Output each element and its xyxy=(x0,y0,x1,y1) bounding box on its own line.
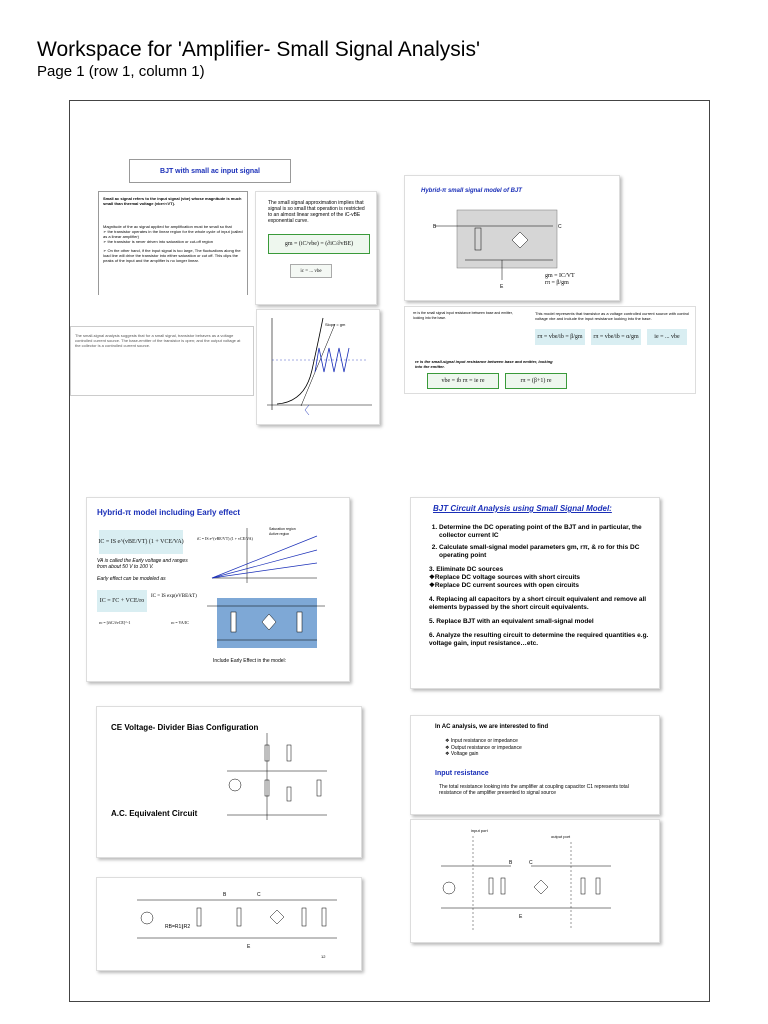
steps-list xyxy=(423,524,653,560)
early-line-3 xyxy=(212,563,317,578)
slide1-box1-text: Small ac signal refers to the input signal (vbe) whose magnitude is much small than thermal voltage (vbe<<VT). xyxy=(103,196,242,206)
slide1-eq-ic: ic = ... vbe xyxy=(290,264,332,278)
slide6-eq-graph: iC = IS e^(vBE/VT) (1 + vCE/VA) xyxy=(197,536,253,541)
slide5-eq-e: rπ = (β+1) re xyxy=(505,373,567,389)
port-node-b: B xyxy=(509,860,513,866)
slide1-para2: ➢ On the other hand, if the input signal is too large, The fluctuations along the load line will drive the transistor into either saturation or cut off. This clips the peaks of the input and the amplifier is no longer linear. xyxy=(103,248,241,263)
ce-re xyxy=(287,787,291,801)
slide4-title: Hybrid-π small signal model of BJT xyxy=(421,188,522,194)
step-3: 3. Eliminate DC sources xyxy=(429,566,504,573)
page-subtitle: Page 1 (row 1, column 1) xyxy=(37,63,205,80)
equiv-rpi xyxy=(237,908,241,926)
slide5-eq-a: rπ = vbe/ib = β/gm xyxy=(535,329,585,345)
early-r-pi xyxy=(231,612,236,632)
step-6: 6. Analyze the resulting circuit to determine the required quantities e.g. voltage gain, input resistance…etc. xyxy=(429,632,649,647)
slide9-bullet-1: ❖ Input resistance or impedance xyxy=(445,738,518,744)
slide-ce-voltage-divider[interactable] xyxy=(96,706,362,858)
equiv-source xyxy=(141,912,153,924)
slide5-eq-c: ie = ... vbe xyxy=(647,329,687,345)
page-title: Workspace for 'Amplifier- Small Signal Analysis' xyxy=(37,38,480,61)
slide1-bullet-1: ➢ the transistor operates in the linear region for the whole cycle of input (called as a linear amplifier) xyxy=(103,229,243,239)
early-effect-graph xyxy=(207,518,327,588)
port-r1 xyxy=(489,878,493,894)
graph-label-active: Active region xyxy=(269,532,290,536)
slide8-subtitle: A.C. Equivalent Circuit xyxy=(111,809,198,818)
equiv-dep-source xyxy=(270,910,284,924)
early-line-1 xyxy=(212,536,317,578)
slide1-para1: Magnitude of the ac signal applied for amplification must be small so that xyxy=(103,224,232,229)
slide1-box2-text: The small signal approximation implies that signal is so small that operation is restricted to an almost linear segment of the iC-vBE exponential curve. xyxy=(268,200,365,224)
slide9-intro: In AC analysis, we are interested to find xyxy=(435,724,549,730)
slide9-text: The total resistance looking into the amplifier at coupling capacitor C1 represents total resistance of the amplifier presented to signal source xyxy=(439,784,629,796)
slide6-early-text: Early effect can be modeled as xyxy=(97,576,166,582)
slide6-eq-ro3: ro = VA/IC xyxy=(171,620,189,625)
slide-ic-vbe-graph[interactable] xyxy=(256,309,380,425)
equiv-rl xyxy=(322,908,326,926)
step-1: 1. Determine the DC operating point of the BJT and in particular, the collector current IC xyxy=(439,524,653,540)
node-b: B xyxy=(433,224,437,230)
slide7-title: BJT Circuit Analysis using Small Signal Model: xyxy=(433,504,612,513)
equiv-rc xyxy=(302,908,306,926)
slide-small-signal-approx[interactable] xyxy=(255,191,377,305)
slide5-left-text: rπ is the small signal input resistance between base and emitter, looking into the base. xyxy=(413,311,513,320)
port-node-e: E xyxy=(519,914,523,920)
step-3-sub-2: ❖Replace DC current sources with open circuits xyxy=(429,582,579,589)
equiv-node-c: C xyxy=(257,892,261,898)
slide1-box1 xyxy=(98,191,248,295)
equiv-rb xyxy=(197,908,201,926)
port-circuit xyxy=(411,820,659,942)
slide-rpi-re[interactable] xyxy=(404,306,696,394)
slide-small-signal-equiv[interactable] xyxy=(96,877,362,971)
ce-circuit xyxy=(217,725,357,825)
slide8-title: CE Voltage- Divider Bias Configuration xyxy=(111,723,259,732)
port-node-c: C xyxy=(529,860,533,866)
equiv-node-b: B xyxy=(223,892,227,898)
slide6-eq-ro2: ro = [∂iC/∂vCE]^-1 xyxy=(99,620,131,625)
slide1-title: BJT with small ac input signal xyxy=(160,167,260,175)
port-r2 xyxy=(501,878,505,894)
step-5: 5. Replace BJT with an equivalent small-signal model xyxy=(429,618,594,625)
output-port-label: output port xyxy=(551,834,571,839)
slide9-bullet-3: ❖ Voltage gain xyxy=(445,751,479,757)
slide5-right-text: This model represents that transistor as a voltage controlled current source with control voltage vbe and include the input resistance looking into the base. xyxy=(535,311,690,321)
step-4: 4. Replacing all capacitors by a short circuit equivalent and remove all elements bypassed by the short circuit equivalents. xyxy=(429,596,647,611)
slide-small-signal-note[interactable] xyxy=(70,326,254,396)
slide5-eq-d: vbe = ib rπ = ie re xyxy=(427,373,499,389)
equiv-circuit xyxy=(97,878,361,970)
equiv-node-e: E xyxy=(247,944,251,950)
tangent-line xyxy=(301,324,335,406)
workspace-sheet xyxy=(69,100,710,1002)
node-c: C xyxy=(558,224,562,230)
exp-curve xyxy=(277,318,323,404)
slide-ac-analysis[interactable] xyxy=(410,715,660,815)
early-line-2 xyxy=(212,550,317,578)
equiv-rb-label: RB=R1∥R2 xyxy=(165,924,191,930)
slide9-bullet-2: ❖ Output resistance or impedance xyxy=(445,744,522,751)
slide1-title-box xyxy=(129,159,291,183)
slide-hybrid-pi-model[interactable] xyxy=(404,175,620,301)
slide9-heading: Input resistance xyxy=(435,770,489,777)
slide-early-effect[interactable] xyxy=(86,497,350,682)
slide-port-circuit[interactable] xyxy=(410,819,660,943)
ic-vbe-graph xyxy=(257,310,379,424)
slide6-eq-exp: IC = IS exp(eVBE/kT) xyxy=(151,594,197,599)
port-rl xyxy=(596,878,600,894)
slide5-eq-b: rπ = vbe/ib = α/gm xyxy=(591,329,641,345)
step-2: 2. Calculate small-signal model parameters gm, rπ, & ro for this DC operating point xyxy=(439,544,653,560)
slide6-va-text: VA is called the Early voltage and ranges from about 50 V to 100 V. xyxy=(97,558,188,570)
slide1-bullet-2: ➢ the transistor is never driven into saturation or cut-off region xyxy=(103,239,213,244)
slide6-eq-main: IC = IS e^(vBE/VT) (1 + VCE/VA) xyxy=(99,530,183,554)
model-shading xyxy=(457,210,557,268)
graph-label-saturation: Saturation region xyxy=(269,527,296,531)
hybrid-pi-circuit xyxy=(405,176,619,300)
slide-analysis-steps[interactable] xyxy=(410,497,660,689)
port-rc xyxy=(581,878,585,894)
port-source xyxy=(443,882,455,894)
slope-label: Slope = gm xyxy=(325,322,346,327)
slide6-caption: Include Early Effect in the model: xyxy=(213,658,287,664)
ce-source xyxy=(229,779,241,791)
input-port-label: input port xyxy=(471,828,488,833)
equiv-page-number: 12 xyxy=(321,954,326,959)
slide9-bullets xyxy=(445,738,522,758)
node-e: E xyxy=(500,284,504,290)
slide6-eq-ro: IC = I'C + VCE/ro xyxy=(97,590,147,612)
eq-gm: gm = IC/VT xyxy=(545,273,575,279)
slide1-eq-gm: gm = (iC/vbe) = (∂iC/∂vBE) xyxy=(268,234,370,254)
ce-rl xyxy=(317,780,321,796)
early-model-circuit xyxy=(207,596,325,652)
slide6-title: Hybrid-π model including Early effect xyxy=(97,508,241,517)
eq-rpi: rπ = β/gm xyxy=(545,280,569,286)
ce-rc xyxy=(287,745,291,761)
slide5-sub-text: re is the small-signal input resistance between base and emitter, looking into the emitter. xyxy=(415,359,553,369)
step-3-sub-1: ❖Replace DC voltage sources with short circuits xyxy=(429,574,581,581)
input-wave xyxy=(305,405,309,415)
early-r-o xyxy=(297,612,302,632)
slide2-note: The small-signal analysis suggests that for a small signal, transistor behaves as a voltage controlled current source. The base-emitter of the transistor is open; and the output voltage at the collector is a controlled current source. xyxy=(75,333,241,348)
port-source-dep xyxy=(534,880,548,894)
